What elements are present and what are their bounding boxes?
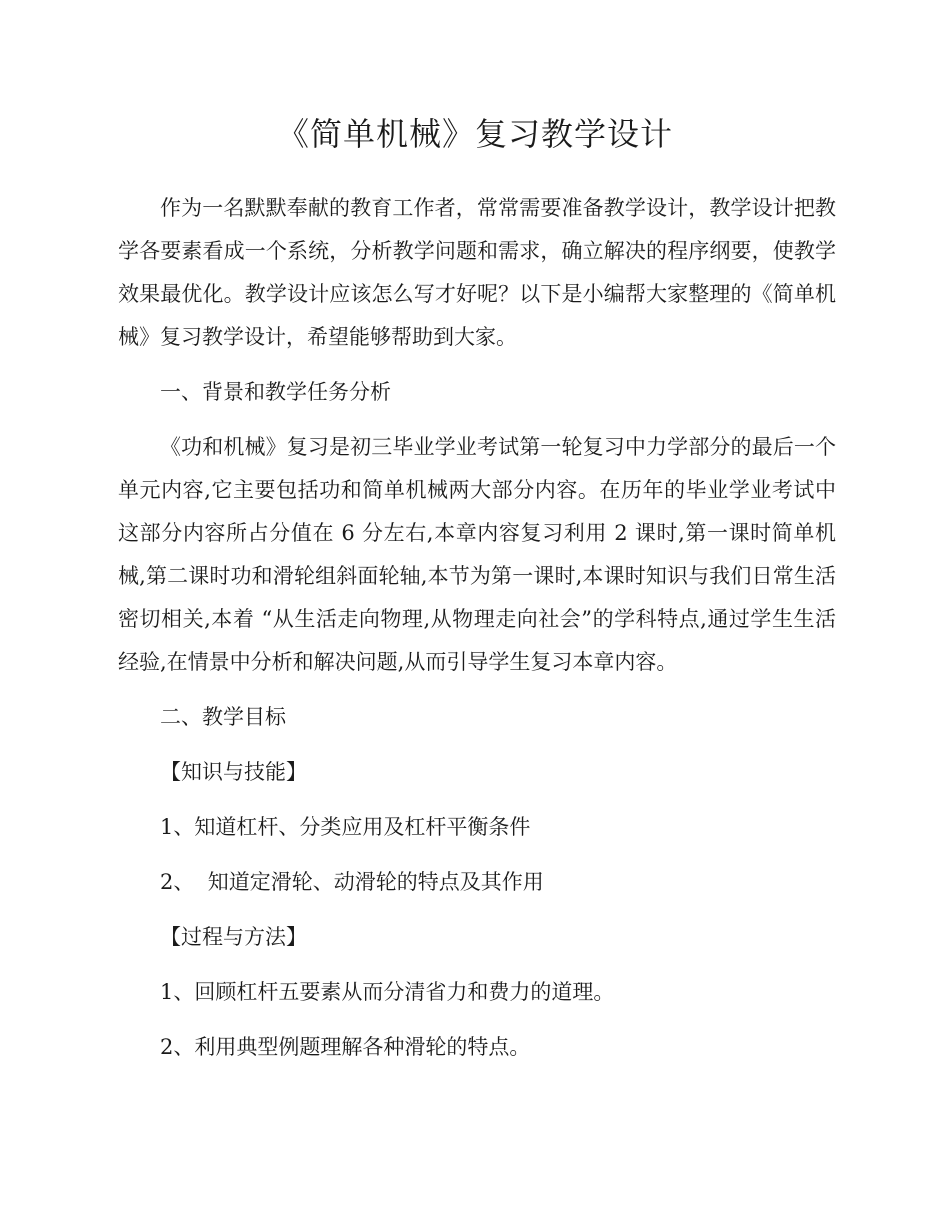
- subheading-process-methods: 【过程与方法】: [160, 925, 307, 949]
- list-item: 2、 知道定滑轮、动滑轮的特点及其作用: [160, 870, 544, 894]
- document-body: [118, 187, 836, 1081]
- document-title: 《简单机械》复习教学设计: [276, 115, 673, 153]
- list-item: 1、知道杠杆、分类应用及杠杆平衡条件: [160, 815, 531, 839]
- background-paragraph: 《功和机械》复习是初三毕业学业考试第一轮复习中力学部分的最后一个单元内容,它主要包括功和简单机械两大部分内容。在历年的毕业学业考试中这部分内容所占分值在 6 分左右,本章内容复习利用 2 课时,第一课时简单机械,第二课时功和滑轮组斜面轮轴,本节为第一课时,本课时知识与我们日常生活密切相关,本着 “从生活走向物理,从物理走向社会”的学科特点,通过学生生活经验,在情景中分析和解决问题,从而引导学生复习本章内容。: [118, 435, 836, 674]
- section-heading-objectives: 二、教学目标: [160, 705, 286, 729]
- intro-paragraph: 作为一名默默奉献的教育工作者，常常需要准备教学设计，教学设计把教学各要素看成一个系统，分析教学问题和需求，确立解决的程序纲要，使教学效果最优化。教学设计应该怎么写才好呢？以下是小编帮大家整理的《简单机械》复习教学设计，希望能够帮助到大家。: [118, 196, 836, 349]
- list-item: 2、利用典型例题理解各种滑轮的特点。: [160, 1035, 531, 1059]
- list-item: 1、回顾杠杆五要素从而分清省力和费力的道理。: [160, 980, 615, 1004]
- subheading-knowledge-skills: 【知识与技能】: [160, 760, 307, 784]
- section-heading-background: 一、背景和教学任务分析: [160, 380, 391, 404]
